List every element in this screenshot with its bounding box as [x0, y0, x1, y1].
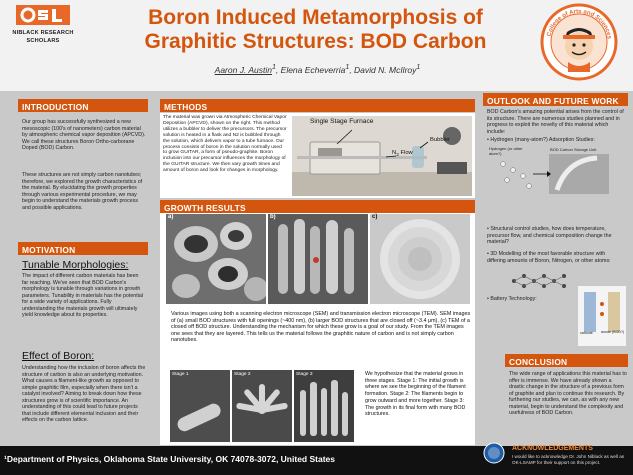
outlook-intro: BOD Carbon's amazing potential arises from the control of its structure. There are numerous studies planned and in progress to exploit the novelty of this material which include:: [487, 109, 624, 135]
introduction-para1: Our group has successfully synthesized a new mesoscopic (100's of nanometers) carbon material by atmospheric chemical vapor deposition (APCVD). We call these structures Boron Ortho-carborane Doped (BOD) Carbon.: [22, 119, 146, 151]
outlook-bullet4-text: Battery Technology:: [490, 296, 537, 302]
stage2-label: Stage 2: [234, 372, 251, 377]
stage2-image: [232, 370, 292, 442]
logo-right-text: College of Arts and Sciences: [546, 8, 612, 40]
effect-of-boron-heading: Effect of Boron:: [22, 350, 95, 362]
author-2-sup: 1: [345, 63, 350, 71]
outlook-bullet2-text: Structural control studies, how does temperature, precursor flow, and chemical composition change the material?: [487, 226, 612, 245]
outlook-heading: OUTLOOK AND FUTURE WORK: [483, 93, 628, 106]
introduction-para2: These structures are not simply carbon nanotubes; therefore, we explored the growth characteristics of the material. By elucidating the growth properties through various experimental procedure, we may begin to understand the materials growth process and possible applications.: [22, 172, 143, 211]
label-flow: Flow: [398, 150, 413, 156]
acknowledgements-heading: ACKNOWLEDGEMENTS: [512, 445, 593, 452]
motivation-para1: The impact of different carbon materials has been far reaching. We've seen that BOD Carbon's morphology is tunable through variations in growth parameters. Tunability in materials has the potential for a wide variety of applications. Fully understanding the materials growth will ultimately yield knowledge about its properties.: [22, 273, 144, 318]
introduction-heading: INTRODUCTION: [18, 99, 148, 112]
nsf-logo-icon: [483, 442, 505, 464]
outlook-bullet3-text: 3D Modelling of the most favorable structure with differing amounts of Boron, Nitrogen, or other atoms:: [487, 251, 611, 264]
panel-b-label: b): [270, 214, 276, 220]
label-furnace: Single Stage Furnace: [310, 118, 374, 125]
logo-left-line1: NIBLACK RESEARCH: [12, 30, 74, 36]
tem-image-c: [370, 214, 470, 304]
author-3: , David N. McIlroy: [349, 64, 417, 75]
tunable-morphologies-heading: Tunable Morphologies:: [22, 259, 129, 271]
motivation-para2: Understanding how the inclusion of boron affects the structure of carbon is also an underlying motivation. What causes a filament-like growth as opposed to simple graphitic film, especially when there isn't a catalyst involved? Aiming to break down how these structures grow is of scientific importance. An understanding of this could lead to future projects that include different elemental inclusion and their effects on the carbon lattice.: [22, 365, 146, 423]
conclusion-heading: CONCLUSION: [505, 354, 628, 367]
label-n2-sub: 2: [396, 153, 399, 159]
battery-figure: [578, 286, 626, 346]
methods-text: The material was grown via Atmospheric Chemical Vapor Deposition (APCVD), shown on the right. This method utilizes a bubbler to deliver the precursors. The precursor solution is heated in a flask and N2 is bubbled through the solution, which delivers vapor to a tube furnace. Our process consists of boron in the solution normally used to grow GUITAR, a form of pseudo-graphite. Boron inclusion into our precursor influences the morphology of the GUITAR structure. We then vary growth times and amount of boron and look for changes in morphology.: [163, 115, 287, 174]
growth-caption: Various images using both a scanning electron microscope (SEM) and transmission electron microscope (TEM). SEM images of (a) small BOD structures with full openings (~400 nm), (b) larger BOD structures that are closed off (~3.4 μm), (c) TEM of a closed off BOD structure. Understanding the mechanism for which these grow is a goal of our study. From the TEM images one sees that they are layered. This tells us the material follows the graphitic nature of carbon and is not simply carbon nanotubes.: [171, 311, 471, 344]
outlook-bullet2: • Structural control studies, how does temperature, precursor flow, and chemical composition change the material?: [487, 226, 612, 245]
college-seal-icon: [538, 2, 620, 82]
title-line2: Graphitic Structures: BOD Carbon: [144, 30, 487, 53]
author-list: [150, 63, 485, 75]
acknowledgements-text: I would like to acknowledge Dr. John Niblack as well as OK-LSAMP for their support on this project.: [512, 454, 625, 465]
author-3-sup: 1: [416, 63, 421, 71]
outlook-bullet4: • Battery Technology:: [487, 296, 537, 302]
author-2: , Elena Echeverria: [275, 64, 346, 75]
stage1-label: Stage 1: [172, 372, 189, 377]
sem-image-a: [166, 214, 266, 304]
motivation-heading: MOTIVATION: [18, 242, 148, 255]
header: [0, 0, 633, 91]
title-line1: Boron Induced Metamorphosis of: [148, 6, 483, 29]
author-1-sup: 1: [271, 63, 276, 71]
niblack-logo: [3, 3, 83, 55]
battery-cathode-label: cathode: [580, 331, 593, 335]
poster-title: [118, 6, 513, 54]
3d-model-figure: [508, 270, 578, 292]
conclusion-text: The wide range of applications this material has to offer is immense. We have already shown a drastic change in the structure of a previous form of graphite and plan to continue this research. By furthering our studies, we can, as with any new material, begin to understand the complexity and usefulness of BOD Carbon.: [509, 371, 627, 416]
logo-left-line2: SCHOLARS: [26, 38, 60, 44]
sem-image-b: [268, 214, 368, 304]
label-n2: N: [392, 150, 397, 156]
growth-hypothesis: We hypothesize that the material grows in three stages. Stage 1: The initial growth is where we see the beginning of the filament formation. Stage 2: The filaments begin to grow outward and more together. Stage 3: The growth in its final form with many BOD structures.: [365, 371, 466, 418]
battery-anode-label: anode (BOD?): [601, 330, 625, 334]
stage3-image: [294, 370, 354, 442]
apcvd-setup-photo: [292, 116, 472, 196]
growth-heading: GROWTH RESULTS: [160, 200, 475, 213]
label-n2-flow: [392, 150, 413, 158]
stage3-label: Stage 3: [296, 372, 313, 377]
footer-affiliation: ¹Department of Physics, Oklahoma State University, OK 74078-3072, United States: [4, 454, 335, 464]
osu-logo-icon: [16, 5, 70, 25]
fig-storage-label: BOD Carbon Storage Unit: [550, 147, 597, 152]
outlook-bullet1: • Hydrogen (many-atom?) Adsorption Studies:: [487, 137, 595, 143]
label-bubbler: Bubbler: [430, 137, 450, 143]
panel-c-label: c): [372, 214, 378, 220]
outlook-bullet3: • 3D Modelling of the most favorable structure with differing amounts of Boron, Nitrogen, or other atoms:: [487, 251, 611, 264]
fig-hydrogen-label: Hydrogen (or other atom?): [489, 146, 523, 156]
outlook-bullet1-text: Hydrogen (many-atom?) Adsorption Studies:: [490, 137, 595, 143]
panel-a-label: a): [168, 214, 174, 220]
methods-heading: METHODS: [160, 99, 475, 112]
stage1-image: [170, 370, 230, 442]
author-1: Aaron J. Austin: [214, 64, 272, 75]
